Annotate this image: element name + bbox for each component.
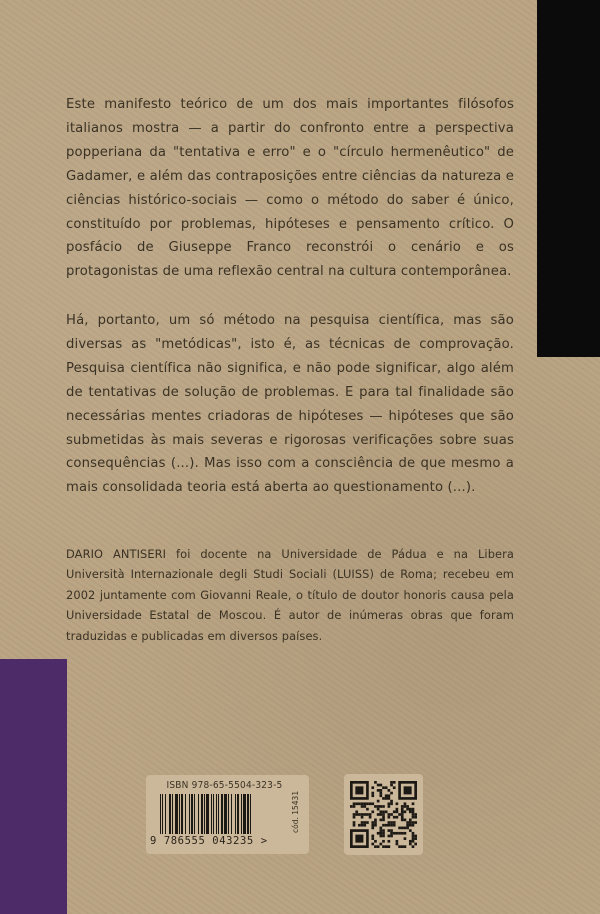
barcode-digits: 9 786555 043235 > <box>150 835 268 847</box>
author-bio: DARIO ANTISERI foi docente na Universidade de Pádua e na Libera Università Internazionale degli Studi Sociali (LUISS) de Roma; recebeu em 2002 juntamente com Giovanni Reale, o título de doutor honoris causa pela Universidade Estatal de Moscou. É autor de inúmeras obras que foram traduzidas e publicadas em diversos países. <box>66 547 514 643</box>
manifesto-paragraph-2: Há, portanto, um só método na pesquisa científica, mas são diversas as "metódicas", isto é, as técnicas de comprovação. Pesquisa científica não significa, e não pode significar, algo além de tentativas de solução de problemas. E para tal finalidade são necessárias mentes criadoras de hipóteses — hipóteses que são submetidas às mais severas e rigorosas verificações sobre suas consequências (...). Mas isso com a consciência de que mesmo a mais consolidada teoria está aberta ao questionamento (...). <box>66 313 514 496</box>
barcode-icon <box>160 794 288 834</box>
purple-corner-bar <box>0 659 67 914</box>
black-corner-bar <box>537 0 600 357</box>
qr-code-icon <box>350 781 417 848</box>
isbn-barcode <box>146 775 309 854</box>
qr-code <box>344 774 423 855</box>
barcode-code: cód. 15431 <box>291 790 300 833</box>
isbn-label: ISBN 978-65-5504-323-5 <box>166 780 283 791</box>
manifesto-paragraph-1: Este manifesto teórico de um dos mais importantes filósofos italianos mostra — a partir do confronto entre a perspectiva popperiana da "tentativa e erro" e o "círculo hermenêutico" de Gadamer, e além das contraposições entre ciências da natureza e ciências histórico-sociais — como o método do saber é único, constituído por problemas, hipóteses e pensamento crítico. O posfácio de Giuseppe Franco reconstrói o cenário e os protagonistas de uma reflexão central na cultura contemporânea. <box>66 97 514 280</box>
